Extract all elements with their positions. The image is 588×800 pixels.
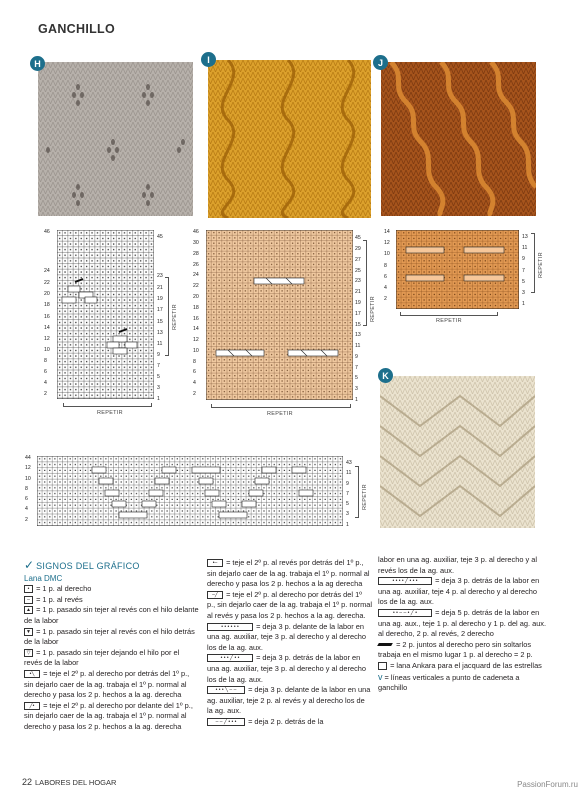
legend-column-1 [24, 560, 199, 733]
cable-6-front-icon: • • • • • • [207, 623, 253, 631]
chart-h-right-rows: 45 23 21 19 17 15 13 11 9 7 5 3 1 [157, 234, 163, 402]
chart-h-repeat-label-v: REPETIR [172, 304, 178, 330]
chart-j [396, 230, 519, 309]
legend-item: = lana Ankara para el jacquard de las estrellas [378, 661, 548, 672]
legend-item: ▽ = 1 p. pasado sin tejer dejando el hilo por el revés de la labor [24, 647, 180, 668]
legend-item: – – ╱ • • • = deja 2 p. detrás de la [207, 717, 372, 728]
chart-h-repeat-bracket-v [165, 277, 169, 356]
chart-h-repeat-label-h: REPETIR [97, 410, 123, 416]
chart-i-repeat-label-v: REPETIR [370, 296, 376, 322]
watermark: PassionForum.ru [517, 780, 578, 789]
chart-k-repeat-label-v: REPETIR [362, 484, 368, 510]
page-title: GANCHILLO [38, 22, 115, 36]
chart-k-right-rows: 43 11 9 7 5 3 1 [346, 460, 352, 528]
cable-6-back-icon: • • • ╱ • • [207, 654, 253, 662]
chart-h [57, 230, 154, 399]
chart-k [37, 456, 343, 526]
photo-swatch-j [381, 62, 536, 216]
legend-item: • • • ╲ – – = deja 3 p. delante de la labor en una ag. auxiliar, teje 2 p. al revés y al derecho los de la ag. aux. [207, 685, 371, 716]
legend-item: • • – – • ╱ • = deja 5 p. detrás de la labor en una ag. aux., teje 1 p. al derecho y 1 p. del ag. aux. al derecho, 2 p. al revés, 2 derecho [378, 607, 547, 639]
cable-6-mixed-icon: • • – – • ╱ • [378, 609, 432, 617]
legend-item: – = 1 p. al revés [24, 595, 199, 606]
legend-column-2 [207, 558, 372, 728]
chart-j-repeat-bracket-v [531, 233, 535, 293]
crochet-hook-icon: ✓ [24, 558, 35, 572]
chart-i-repeat-bracket-v [363, 240, 367, 326]
legend-item: •╲ = teje el 2º p. al derecho por detrás del 1º p., sin dejarlo caer de la ag. trabaja el 1º p. normal al derecho y pasa los 2 p. hechos a la ag. derecha [24, 668, 190, 700]
jacquard-star-icon [378, 662, 387, 670]
legend-item: ╱• = teje el 2º p. al derecho por delante del 1º p., sin dejarlo caer de la ag. trabaja el 1º p. normal al derecho y pasa los 2 p. hechos a la ag. derecha [24, 700, 193, 731]
chart-k-left-rows: 44 12 10 8 6 4 2 [25, 455, 31, 523]
slip-back-icon: ▼ [24, 628, 33, 636]
legend-item: = 2 p. juntos al derecho pero sin soltarlos trabaja en el mismo lugar 1 p. al derecho = 2 p. [378, 639, 533, 660]
cross-purl-right-icon: •– [207, 559, 223, 567]
legend-item: –╱ = teje el 2º p. al derecho por detrás del 1º p., sin dejarlo caer de la ag. trabaja el 1º p. normal al revés y pasa los 2 p. hechos a la ag. derecha. [207, 589, 372, 620]
legend-title: SIGNOS DEL GRÁFICO [36, 561, 140, 571]
chart-h-left-rows: 46 24 22 20 18 16 14 12 10 8 6 4 2 [44, 229, 50, 397]
badge-h: H [30, 56, 45, 71]
photo-swatch-k [380, 376, 535, 528]
badge-k: K [378, 368, 393, 383]
legend-item: ▲ = 1 p. pasado sin tejer al revés con el hilo delante de la labor [24, 605, 199, 625]
chart-j-left-rows: 14 12 10 8 6 4 2 [384, 229, 390, 302]
knit-together-icon [377, 643, 393, 646]
chart-i-left-rows: 46 30 28 26 24 22 20 18 16 14 12 10 8 6 4 2 [193, 229, 199, 397]
chart-i-right-rows: 45 29 27 25 23 21 19 17 15 13 11 9 7 5 3 1 [355, 235, 361, 403]
knit-swatch-lace-icon [38, 62, 193, 216]
chart-i-repeat-label-h: REPETIR [267, 411, 293, 417]
cable-5-front-icon: • • • ╲ – – [207, 686, 245, 694]
legend-item: • = 1 p. al derecho [24, 584, 199, 595]
slip-wrong-side-icon: ▽ [24, 649, 33, 657]
legend-item: • • • ╱ • • = deja 3 p. detrás de la labor en una ag. auxiliar, teje 3 p. al derecho y al derecho los de la ag. aux. [207, 653, 367, 684]
magazine-name: LABORES DEL HOGAR [35, 778, 117, 787]
photo-swatch-h [38, 62, 193, 216]
chart-i [206, 230, 353, 400]
knit-swatch-cable-icon [208, 60, 371, 218]
badge-i: I [201, 52, 216, 67]
chart-h-repeat-bracket-h [63, 403, 152, 407]
slip-front-icon: ▲ [24, 606, 33, 614]
photo-swatch-i [208, 60, 371, 218]
legend-item: ▼ = 1 p. pasado sin tejer al revés con el hilo detrás de la labor [24, 626, 195, 647]
chain-stitch-icon: v [378, 671, 383, 682]
legend-column-3 [378, 555, 548, 694]
chart-h-grid [57, 230, 154, 399]
chart-k-grid [37, 456, 343, 526]
page-footer [22, 777, 116, 787]
chart-j-repeat-label-v: REPETIR [538, 252, 544, 278]
chart-i-repeat-bracket-h [211, 404, 351, 408]
purl-stitch-icon: – [24, 596, 33, 604]
chart-k-repeat-bracket-v [355, 466, 359, 518]
legend-item: •– = teje el 2º p. al revés por detrás del 1º p., sin dejarlo caer de la ag. trabaja el 1º p. normal al derecho y pasa los 2 p. hechos a la ag derecha [207, 558, 370, 589]
cross-purl-left-icon: –╱ [207, 591, 223, 599]
cable-7-back-icon: • • • • ╱ • • • [378, 577, 432, 585]
legend-item: v = líneas verticales a punto de cadeneta a ganchillo [378, 671, 520, 693]
chart-j-grid [396, 230, 519, 309]
legend-item: • • • • ╱ • • • = deja 3 p. detrás de la labor en una ag. auxiliar, teje 4 p. al derecho y al derecho los de la ag. aux. [378, 576, 540, 607]
legend-subtitle: Lana DMC [24, 573, 63, 583]
chart-j-repeat-bracket-h [400, 312, 498, 316]
chart-j-right-rows: 13 11 9 7 5 3 1 [522, 234, 528, 307]
cross-right-icon: •╲ [24, 670, 40, 678]
knit-swatch-cable-icon [381, 62, 536, 216]
cross-left-icon: ╱• [24, 702, 40, 710]
badge-j: J [373, 55, 388, 70]
knit-stitch-icon: • [24, 585, 33, 593]
cable-5-back-icon: – – ╱ • • • [207, 718, 245, 726]
page-number: 22 [22, 777, 33, 787]
chart-i-grid [206, 230, 353, 400]
legend-item: labor en una ag. auxiliar, teje 3 p. al derecho y al revés los de la ag. aux. [378, 555, 538, 575]
chart-j-repeat-label-h: REPETIR [436, 318, 462, 324]
knit-swatch-chevron-icon [380, 376, 535, 528]
legend-item: • • • • • • = deja 3 p. delante de la labor en una ag. auxiliar, teje 3 p. al derecho y al derecho los de la ag. aux. [207, 621, 367, 652]
